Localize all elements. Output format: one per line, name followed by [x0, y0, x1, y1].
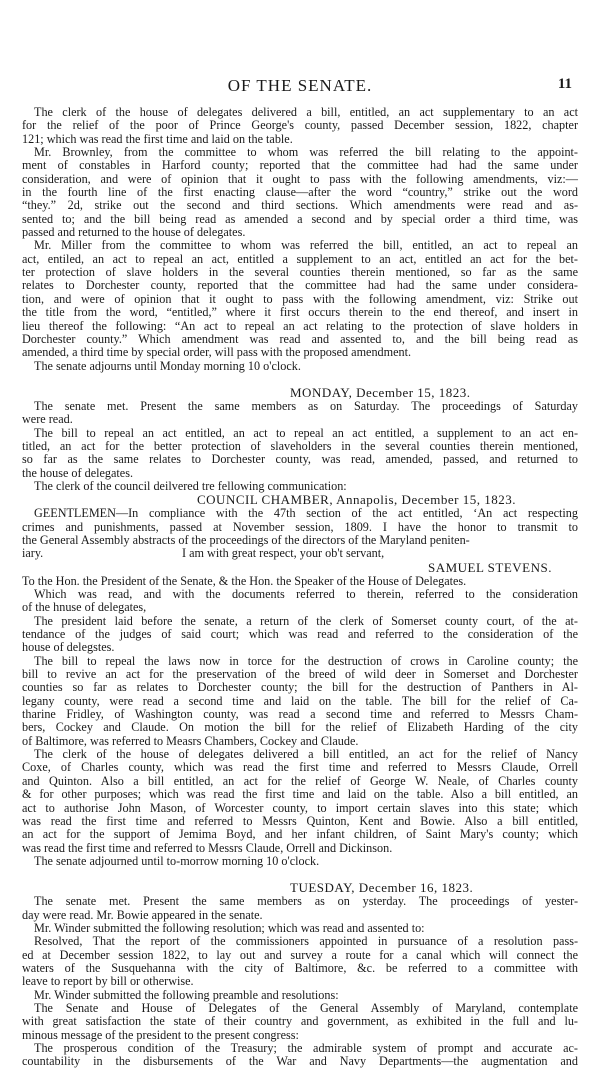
text-line: amended, a third time by special order, will pass with the proposed amendment. [22, 345, 412, 360]
text-line: for the relief of the poor of Prince George's county, passed December session, 1822, chapter [22, 118, 578, 133]
text-line: tharine Fridley, of Washington county, was read a second time and referred to Messrs Cham- [22, 707, 578, 722]
page-body [22, 106, 578, 1069]
text-line: crimes and punishments, passed at November session, 1809. I have the honor to transmit to [22, 519, 578, 534]
text-line: Mr. Miller from the committee to whom was referred the bill, entitled, an act to repeal an [34, 238, 578, 253]
paragraph [22, 360, 578, 373]
paragraph [22, 146, 578, 239]
text-line: The senate met. Present the same members as on ysterday. The proceedings of yester- [34, 894, 578, 909]
text-line: relates to Dorchester county, reported that the committee had had the same under considera- [22, 278, 578, 293]
letter-dateline: COUNCIL CHAMBER, Annapolis, December 15, 1823. [197, 492, 516, 508]
text-line: The prosperous condition of the Treasury; the admirable system of prompt and accurate ac- [34, 1041, 578, 1055]
text-line: bill to revive an act for the preservation of the breed of wild deer in Somerset and Dorchester [22, 667, 578, 682]
paragraph [22, 655, 578, 748]
page-header [22, 76, 578, 96]
text-line: Dorchester county.” Which amendment was read and assented to, and the bill being read as [22, 331, 578, 346]
text-line: The senate adjourns until Monday morning 10 o'clock. [34, 358, 301, 373]
text-line: Mr. Winder submitted the following preamble and resolutions: [34, 987, 339, 1002]
paragraph [22, 1002, 578, 1042]
paragraph [22, 400, 578, 427]
text-line: ed at December session 1822, to lay out and survey a route for a canal which will connect the [22, 947, 578, 962]
text-line: lieu thereof the following: “An act to repeal an act relating to the protection of slave holders in [22, 318, 578, 333]
text-line: The clerk of the council deilvered tre fellowing communication: [34, 478, 347, 493]
paragraph [22, 615, 578, 655]
paragraph [22, 480, 578, 493]
text-line: The clerk of the house of delegates delivered a bill, entitled, an act supplementary to an act [34, 105, 578, 119]
text-line: The bill to repeal an act entitled, an act to repeal an act entitled, a supplement to an act en- [34, 425, 578, 440]
paragraph [22, 922, 578, 935]
text-line: passed and returned to the house of delegates. [22, 225, 246, 240]
text-line: Mr. Winder submitted the following resolution; which was read and assented to: [34, 920, 425, 935]
text-line: GEENTLEMEN—In compliance with the 47th section of the act entitled, ‘An act respecting [34, 506, 578, 521]
text-line: and Quinton. Also a bill entitled, an act for the relief of George W. Neale, of Charles county [22, 773, 578, 788]
paragraph [22, 507, 578, 547]
paragraph [22, 239, 578, 359]
paragraph [22, 989, 578, 1002]
text-line: an act for the support of Jemima Boyd, and her infant children, of Saint Mary's county; which [22, 827, 578, 842]
text-line: counties so far as relates to Dorchester county; the bill for the destruction of Panthers in Al- [22, 680, 578, 695]
paragraph [22, 748, 578, 855]
text-fragment: iary. [22, 546, 44, 561]
paragraph [22, 935, 578, 988]
text-line: & for other purposes; which was read the first time and laid on the table. Also a bill entitled, an [22, 787, 578, 802]
paragraph [22, 575, 578, 588]
paragraph [22, 588, 578, 615]
text-line: leave to report by bill or otherwise. [22, 974, 194, 989]
text-line: titled, an act for the better protection of slaveholders in the several counties therein mentioned, [22, 438, 578, 453]
text-line: Coxe, of Charles county, which was read the first time and referred to Messrs Claude, Orrell [22, 760, 578, 775]
text-line: The senate met. Present the same members as on Saturday. The proceedings of Saturday [34, 398, 578, 413]
text-line: The Senate and House of Delegates of the General Assembly of Maryland, contemplate [34, 1000, 578, 1015]
date-heading: MONDAY, December 15, 1823. [290, 384, 471, 400]
text-line: minous message of the president to the present congress: [22, 1027, 299, 1042]
date-heading: TUESDAY, December 16, 1823. [290, 880, 474, 896]
text-line: the General Assembly abstracts of the proceedings of the directors of the Maryland peniten- [22, 532, 470, 547]
text-line: house of delegstes. [22, 640, 115, 655]
paragraph [22, 1042, 578, 1069]
text-line: ment of constables in Harford county; reported that the committee had had the same under [22, 158, 578, 173]
text-line: ter protection of slave holders in the several counties therein mentioned, so far as the same [22, 265, 578, 280]
text-line: in the fourth line of the first enacting clause—after the word “country,” strike out the word [22, 185, 578, 200]
text-line: The president laid before the senate, a return of the clerk of Somerset county court, of the at- [34, 613, 578, 628]
text-line: legany county, were read a second time and laid on the table. The bill for the relief of Ca- [22, 693, 578, 708]
text-line [22, 547, 578, 560]
text-line: with great satisfaction the state of their country and government, as exhibited in the full and lu- [22, 1014, 578, 1029]
text-line: so far as the same relates to Dorchester county, was read, amended, passed, and returned to [22, 452, 578, 467]
text-line: was read the first time and referred to Messrs Quinton, Kent and Bowie. Also a bill entitled, [22, 813, 578, 828]
text-line: consideration, and were of opinion that it ought to pass with the following amendments, viz:— [22, 171, 578, 186]
text-line: were read. [22, 412, 73, 427]
closing-salutation: I am with great respect, your ob't servant, [182, 546, 385, 561]
text-line: day were read. Mr. Bowie appeared in the senate. [22, 907, 263, 922]
text-line: was read the first time and referred to Messrs Claude, Orrell and Dickinson. [22, 840, 393, 855]
paragraph [22, 106, 578, 146]
text-line: “they.” 2d, strike out the second and third sections. Which amendments were read and as- [22, 198, 578, 213]
text-line: Which was read, and with the documents referred to therein, referred to the consideration [34, 587, 578, 601]
paragraph [22, 855, 578, 868]
text-line: tendance of the judges of said court; which was read and referred to the consideration of the [22, 627, 578, 642]
text-line: The bill to repeal the laws now in torce for the destruction of crows in Caroline county; the [34, 653, 578, 668]
paragraph [22, 895, 578, 922]
text-line: the title from the word, “entitled,” where it first occurs therein to the end thereof, and insert in [22, 305, 578, 320]
text-line: The senate adjourned until to-morrow morning 10 o'clock. [34, 853, 320, 868]
running-title: OF THE SENATE. [227, 76, 373, 95]
text-line: act to authorise John Mason, of Worcester county, to import certain slaves into this state; which [22, 800, 578, 815]
signature-name: SAMUEL STEVENS. [427, 559, 552, 575]
text-line: bers, Cockey and Claude. On motion the bill for the relief of Elizabeth Harding of the city [22, 720, 578, 735]
text-line: of Baltimore, was referred to Measrs Chambers, Cockey and Claude. [22, 733, 359, 748]
text-line: of the hnuse of delegates, [22, 600, 147, 615]
text-line: Mr. Brownley, from the committee to whom was referred the bill relating to the appoint- [34, 145, 578, 160]
text-line: 121; which was read the first time and laid on the table. [22, 131, 293, 146]
page-number: 11 [557, 76, 572, 92]
text-line: sented to; and the bill being read as amended a second and by special order a third time, was [22, 211, 578, 226]
text-line: tion, and were of opinion that it ought to pass with the following amendment, viz: Strike out [22, 291, 578, 306]
text-line: To the Hon. the President of the Senate, & the Hon. the Speaker of the House of Delegates. [22, 573, 467, 588]
text-line: Resolved, That the report of the commissioners appointed in pursuance of a resolution pass- [34, 934, 578, 949]
paragraph [22, 427, 578, 480]
text-line: The clerk of the house of delegates delivered a bill entitled, an act for the relief of Nancy [34, 747, 578, 762]
text-line: act, entiled, an act to repeal an act, entitled a supplement to an act, entitled an act for the bet- [22, 251, 578, 266]
text-line: the house of delegates. [22, 465, 134, 480]
text-line: countability in the disbursements of the War and Navy Departments—the augmentation and [22, 1054, 578, 1069]
text-line: waters of the Susquehanna with the city of Baltimore, &c. be referred to a committee with [22, 960, 578, 975]
